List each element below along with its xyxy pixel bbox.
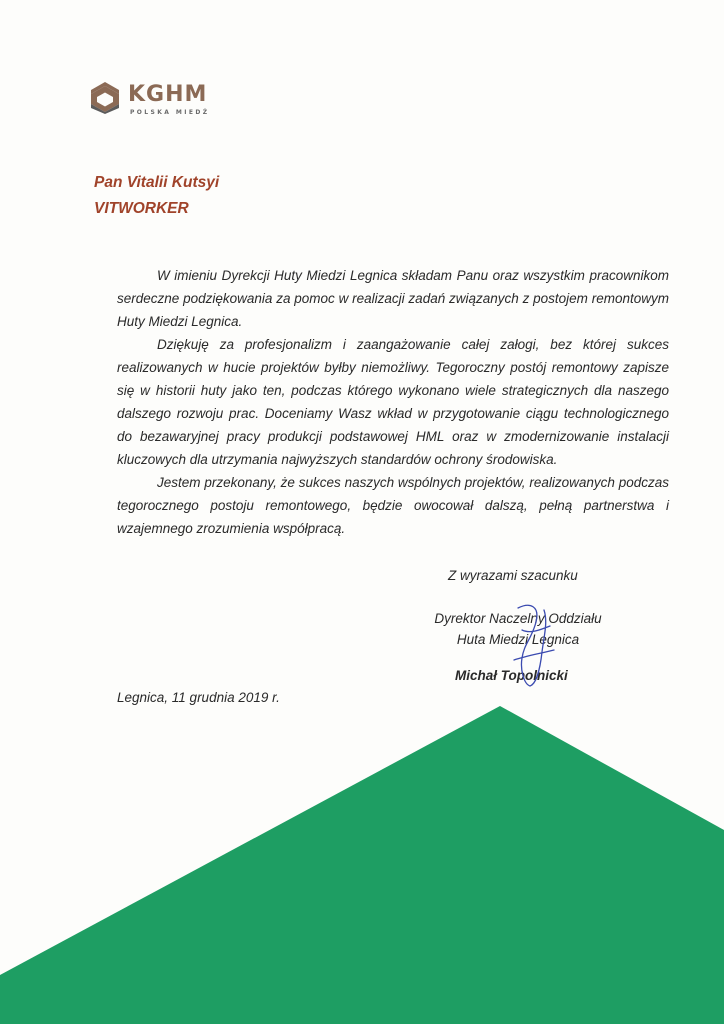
addressee-name: Pan Vitalii Kutsyi <box>94 174 220 191</box>
kghm-logo <box>88 80 228 120</box>
signatory-name: Michał Topolnicki <box>455 668 568 683</box>
place-and-date: Legnica, 11 grudnia 2019 r. <box>117 690 280 705</box>
paragraph-1: W imieniu Dyrekcji Huty Miedzi Legnica składam Panu oraz wszystkim pracownikom serdeczne podziękowania za pomoc w realizacji zadań związanych z postojem remontowym Huty Miedzi Legnica. <box>117 268 669 329</box>
signatory-title: Dyrektor Naczelny Oddziału <box>434 611 602 626</box>
kghm-logo-mark <box>88 80 122 114</box>
addressee-block <box>94 170 219 222</box>
closing-phrase: Z wyrazami szacunku <box>448 568 578 583</box>
paragraph-3: Jestem przekonany, że sukces naszych wspólnych projektów, realizowanych podczas tegorocznego postoju remontowego, będzie owocował dalszą, pełną partnerstwa i wzajemnego zrozumienia współpracą. <box>117 475 669 536</box>
letter-body <box>117 264 669 540</box>
addressee-company: VITWORKER <box>94 200 189 217</box>
handwritten-signature <box>500 600 560 690</box>
logo-subtitle: POLSKA MIEDŹ <box>130 109 210 116</box>
paragraph-2: Dziękuję za profesjonalizm i zaangażowanie całej załogi, bez której sukces realizowanych w hucie projektów byłby niemożliwy. Tegoroczny postój remontowy zapisze się w historii huty jako ten, podczas którego wykonano wiele strategicznych dla naszego dalszego rozwoju prac. Doceniamy Wasz wkład w przygotowanie ciągu technologicznego do bezawaryjnej pracy produkcji podstawowej HML oraz w zmodernizowanie instalacji kluczowych dla utrzymania najwyższych standardów ochrony środowiska. <box>117 337 669 467</box>
signatory-unit: Huta Miedzi Legnica <box>456 632 580 647</box>
logo-wordmark: KGHM <box>128 82 208 107</box>
